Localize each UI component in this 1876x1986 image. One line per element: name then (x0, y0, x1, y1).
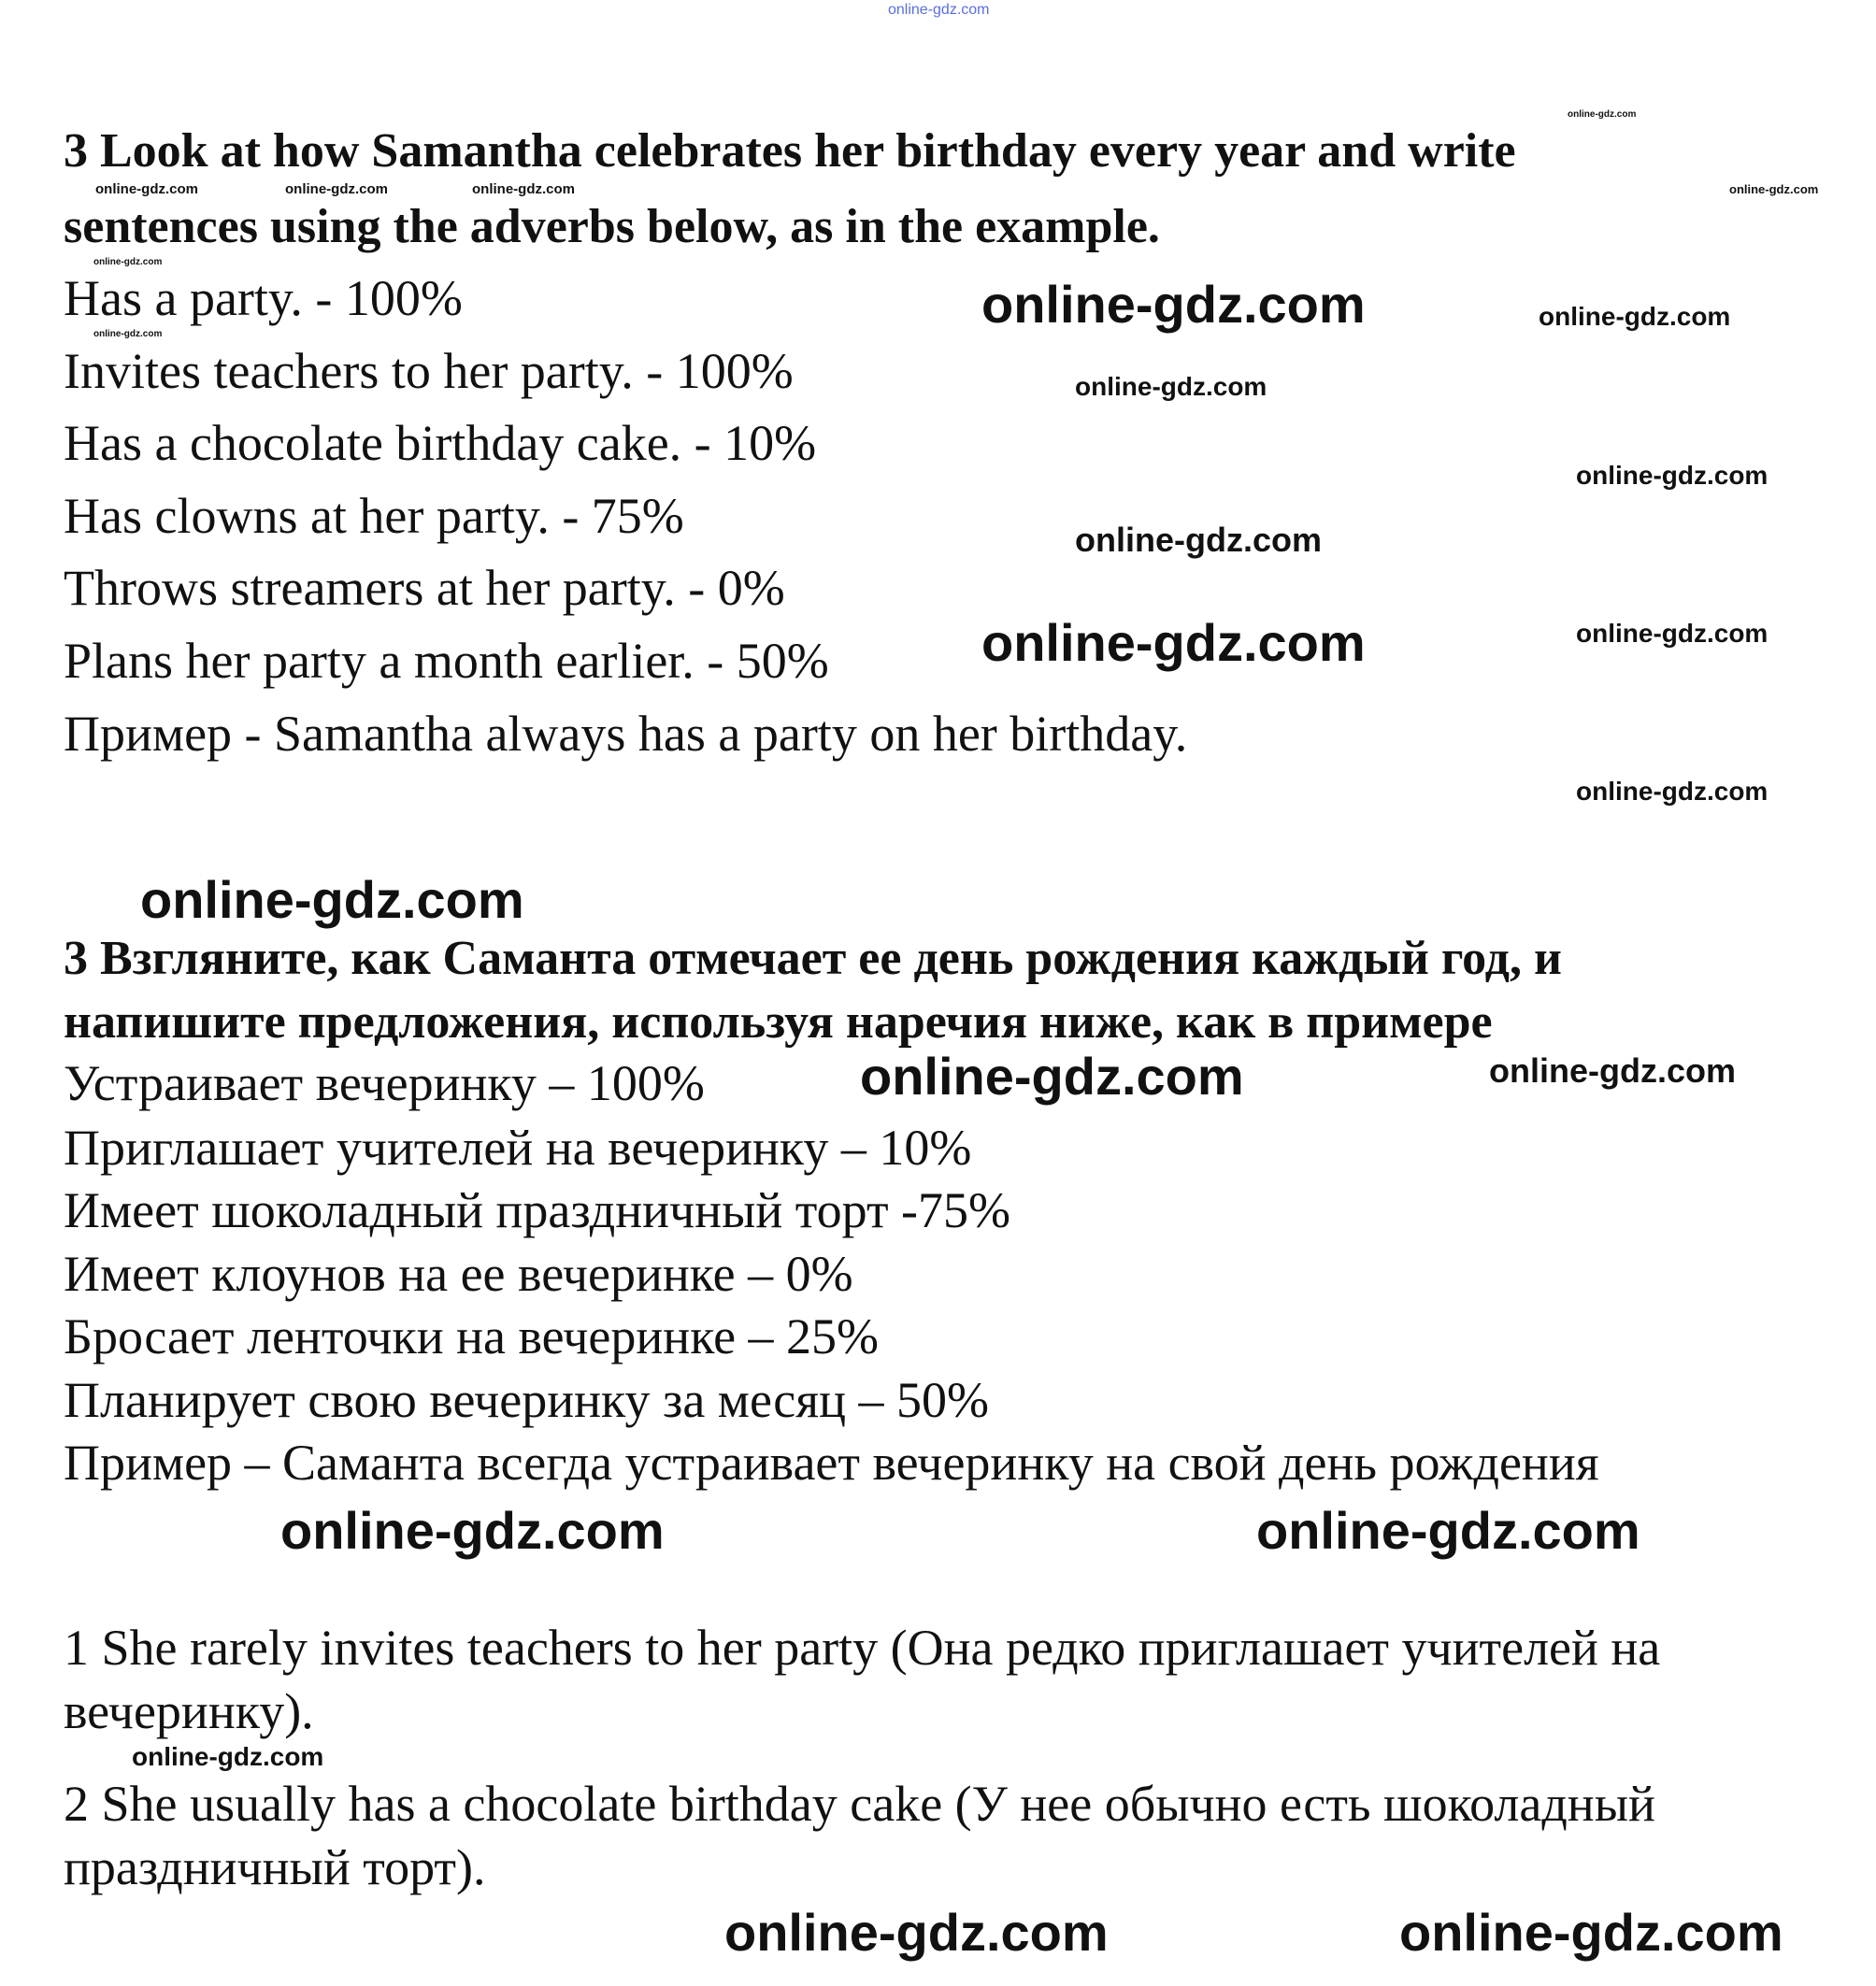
watermark: online-gdz.com (1576, 777, 1769, 806)
task-item-en: Has a chocolate birthday cake. - 10% (64, 415, 817, 471)
task-item-ru: Приглашает учителей на вечеринку – 10% (64, 1120, 972, 1176)
watermark: online-gdz.com (1075, 372, 1267, 401)
watermark: online-gdz.com (1539, 302, 1731, 331)
watermark: online-gdz.com (1489, 1051, 1736, 1090)
answer-2-line2: праздничный торт). (64, 1839, 486, 1895)
answer-2-line1: 2 She usually has a chocolate birthday cake (У нее обычно есть шоколадный (64, 1776, 1655, 1832)
watermark: online-gdz.com (888, 2, 990, 18)
watermark: online-gdz.com (981, 613, 1366, 672)
watermark: online-gdz.com (280, 1501, 665, 1560)
example-en: Пример - Samantha always has a party on her birthday. (64, 706, 1188, 762)
watermark: online-gdz.com (1729, 182, 1819, 196)
task-item-en: Throws streamers at her party. - 0% (64, 560, 785, 616)
watermark: online-gdz.com (860, 1047, 1244, 1106)
watermark: online-gdz.com (93, 257, 163, 267)
watermark: online-gdz.com (724, 1903, 1109, 1962)
watermark: online-gdz.com (1568, 109, 1637, 120)
task-heading-ru-line1: 3 Взгляните, как Саманта отмечает ее день рождения каждый год, и (64, 932, 1562, 985)
watermark: online-gdz.com (1399, 1903, 1783, 1962)
watermark: online-gdz.com (95, 181, 198, 197)
task-heading-en-line1: 3 Look at how Samantha celebrates her birthday every year and write (64, 124, 1516, 178)
task-item-ru: Бросает ленточки на вечеринке – 25% (64, 1308, 880, 1364)
task-item-ru: Планирует свою вечеринку за месяц – 50% (64, 1372, 989, 1428)
answer-1-line1: 1 She rarely invites teachers to her party (Она редко приглашает учителей на (64, 1620, 1661, 1676)
task-item-ru: Имеет клоунов на ее вечеринке – 0% (64, 1246, 853, 1302)
task-item-ru: Имеет шоколадный праздничный торт -75% (64, 1182, 1011, 1238)
task-item-ru: Устраивает вечеринку – 100% (64, 1055, 705, 1111)
task-item-en: Has a party. - 100% (64, 270, 463, 326)
watermark: online-gdz.com (285, 181, 388, 197)
task-item-en: Has clowns at her party. - 75% (64, 488, 684, 544)
watermark: online-gdz.com (1075, 521, 1322, 559)
watermark: online-gdz.com (132, 1742, 324, 1771)
task-heading-en-line2: sentences using the adverbs below, as in the example. (64, 200, 1160, 253)
watermark: online-gdz.com (1576, 461, 1769, 490)
task-heading-ru-line2: напишите предложения, используя наречия ниже, как в примере (64, 995, 1493, 1049)
watermark: online-gdz.com (981, 275, 1366, 334)
example-ru: Пример – Саманта всегда устраивает вечеринку на свой день рождения (64, 1435, 1599, 1491)
task-item-en: Plans her party a month earlier. - 50% (64, 633, 829, 689)
answer-1-line2: вечеринку). (64, 1683, 314, 1739)
watermark: online-gdz.com (1256, 1501, 1640, 1560)
watermark: online-gdz.com (140, 870, 524, 929)
watermark: online-gdz.com (93, 329, 163, 339)
watermark: online-gdz.com (472, 181, 575, 197)
watermark: online-gdz.com (1576, 619, 1769, 648)
task-item-en: Invites teachers to her party. - 100% (64, 343, 794, 399)
